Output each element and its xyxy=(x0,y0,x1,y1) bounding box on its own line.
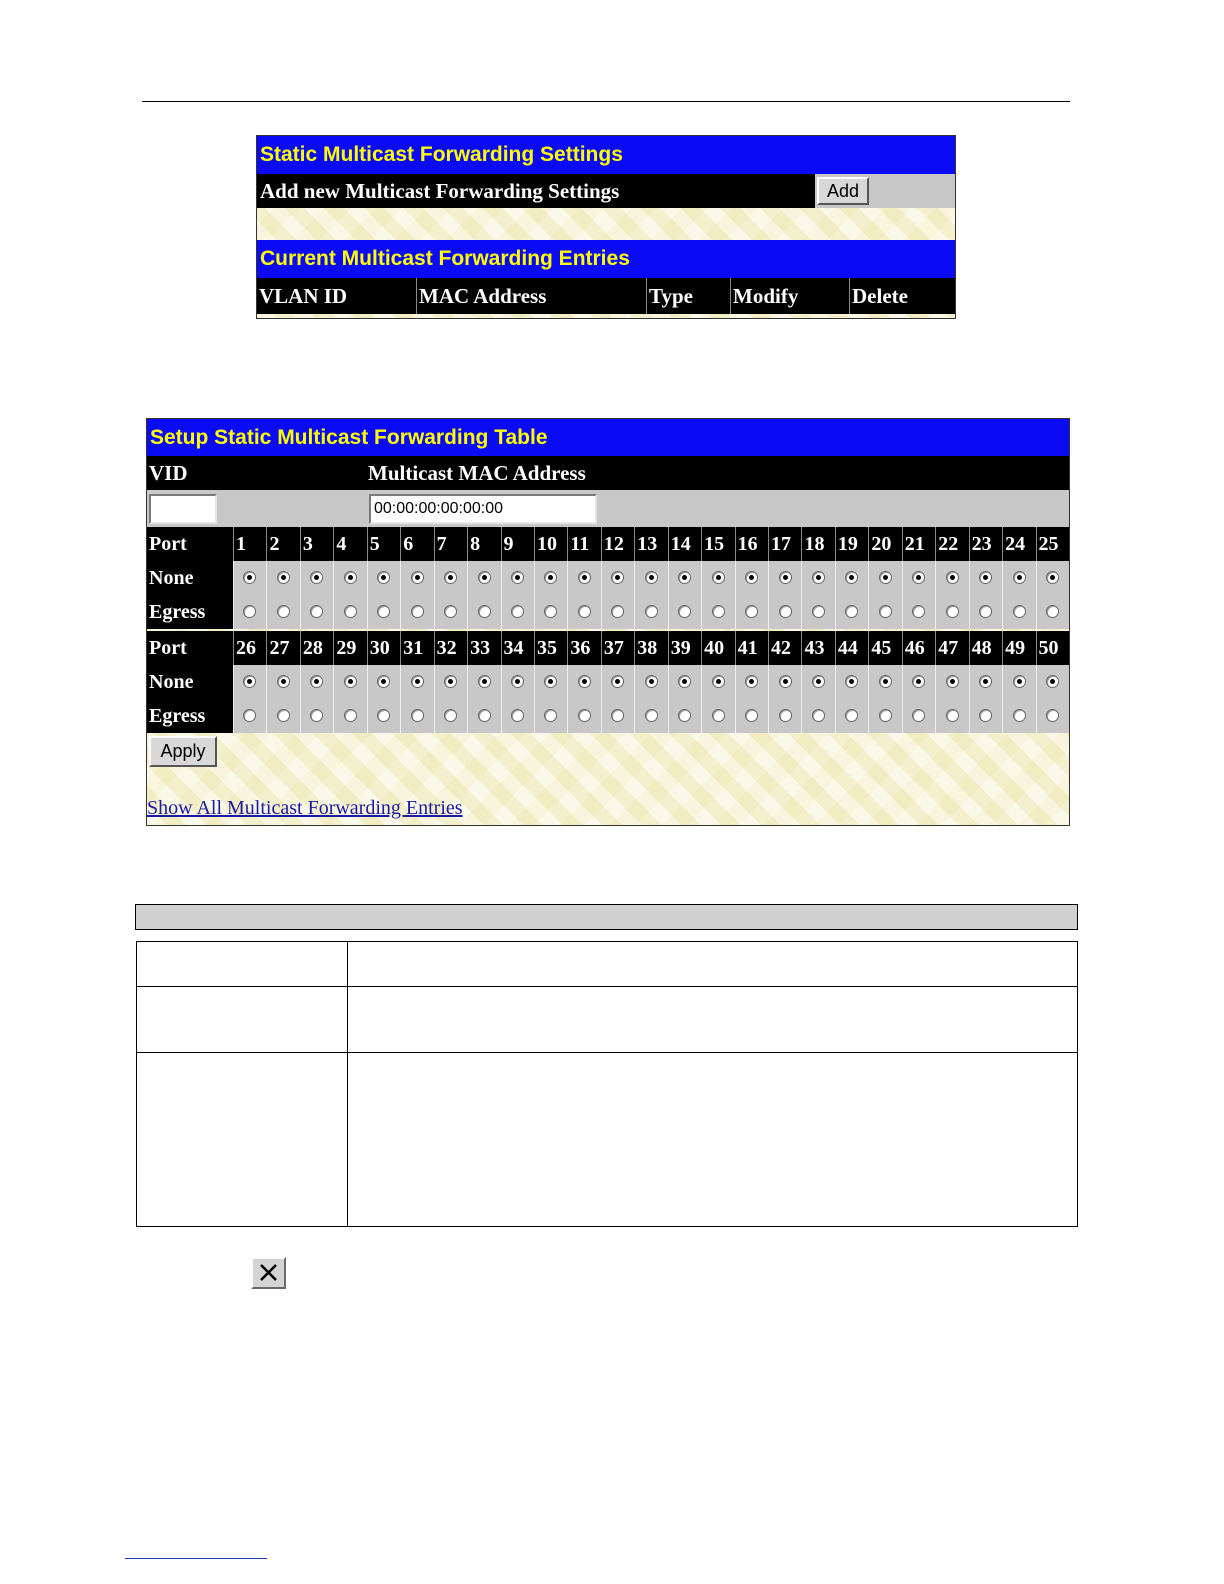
port-option-cell xyxy=(467,561,501,595)
port-37-none-radio[interactable] xyxy=(611,675,624,688)
port-number: 47 xyxy=(935,631,969,665)
port-number: 12 xyxy=(601,527,635,561)
port-number: 48 xyxy=(969,631,1003,665)
port-10-none-radio[interactable] xyxy=(544,571,557,584)
port-16-none-radio[interactable] xyxy=(745,571,758,584)
column-vlan-id: VLAN ID xyxy=(257,278,417,314)
port-18-egress-radio[interactable] xyxy=(812,605,825,618)
port-option-cell xyxy=(367,665,401,699)
egress-row xyxy=(147,595,1069,629)
port-number: 37 xyxy=(601,631,635,665)
port-number: 11 xyxy=(567,527,601,561)
port-25-egress-radio[interactable] xyxy=(1046,605,1059,618)
port-option-cell xyxy=(400,561,434,595)
port-number: 16 xyxy=(735,527,769,561)
port-option-cell xyxy=(467,595,501,629)
port-43-egress-radio[interactable] xyxy=(812,709,825,722)
port-29-egress-radio[interactable] xyxy=(344,709,357,722)
port-40-egress-radio[interactable] xyxy=(712,709,725,722)
port-option-cell xyxy=(434,665,468,699)
port-31-none-radio[interactable] xyxy=(411,675,424,688)
port-option-cell xyxy=(601,699,635,733)
port-option-cell xyxy=(1036,665,1070,699)
port-option-cell xyxy=(367,595,401,629)
entries-header xyxy=(257,278,955,314)
port-option-cell xyxy=(434,561,468,595)
port-number: 50 xyxy=(1036,631,1070,665)
port-number: 17 xyxy=(768,527,802,561)
port-option-cell xyxy=(935,665,969,699)
port-40-none-radio[interactable] xyxy=(712,675,725,688)
port-number: 3 xyxy=(300,527,334,561)
port-23-none-radio[interactable] xyxy=(979,571,992,584)
port-option-cell xyxy=(567,561,601,595)
port-option-cell xyxy=(400,595,434,629)
port-36-none-radio[interactable] xyxy=(578,675,591,688)
port-option-cell xyxy=(467,665,501,699)
port-14-egress-radio[interactable] xyxy=(678,605,691,618)
port-number: 45 xyxy=(868,631,902,665)
port-option-cell xyxy=(501,561,535,595)
port-option-cell xyxy=(300,561,334,595)
entries-title: Current Multicast Forwarding Entries xyxy=(257,240,955,278)
port-44-none-radio[interactable] xyxy=(845,675,858,688)
port-46-egress-radio[interactable] xyxy=(912,709,925,722)
port-number: 20 xyxy=(868,527,902,561)
port-36-egress-radio[interactable] xyxy=(578,709,591,722)
port-number: 9 xyxy=(501,527,535,561)
port-43-none-radio[interactable] xyxy=(812,675,825,688)
port-option-cell xyxy=(868,561,902,595)
port-4-egress-radio[interactable] xyxy=(344,605,357,618)
setup-title: Setup Static Multicast Forwarding Table xyxy=(147,419,1069,456)
port-option-cell xyxy=(768,595,802,629)
port-option-cell xyxy=(969,595,1003,629)
port-number: 42 xyxy=(768,631,802,665)
port-19-egress-radio[interactable] xyxy=(845,605,858,618)
port-5-none-radio[interactable] xyxy=(377,571,390,584)
port-47-none-radio[interactable] xyxy=(946,675,959,688)
port-9-none-radio[interactable] xyxy=(511,571,524,584)
port-option-cell xyxy=(634,561,668,595)
port-option-cell xyxy=(835,665,869,699)
port-option-cell xyxy=(601,665,635,699)
port-option-cell xyxy=(567,665,601,699)
table-divider xyxy=(137,986,1077,987)
port-number: 32 xyxy=(434,631,468,665)
port-option-cell xyxy=(1036,561,1070,595)
port-11-none-radio[interactable] xyxy=(578,571,591,584)
port-number: 6 xyxy=(400,527,434,561)
port-49-none-radio[interactable] xyxy=(1013,675,1026,688)
port-27-egress-radio[interactable] xyxy=(277,709,290,722)
port-number: 35 xyxy=(534,631,568,665)
port-option-cell xyxy=(333,665,367,699)
port-number: 33 xyxy=(467,631,501,665)
port-20-egress-radio[interactable] xyxy=(879,605,892,618)
egress-row-label: Egress xyxy=(147,595,233,629)
mac-address-input[interactable] xyxy=(369,494,597,524)
port-option-cell xyxy=(300,699,334,733)
port-47-egress-radio[interactable] xyxy=(946,709,959,722)
port-9-egress-radio[interactable] xyxy=(511,605,524,618)
port-13-egress-radio[interactable] xyxy=(645,605,658,618)
setup-static-multicast-table-panel xyxy=(146,418,1070,826)
port-option-cell xyxy=(601,595,635,629)
port-option-cell xyxy=(333,561,367,595)
port-option-cell xyxy=(1002,665,1036,699)
port-8-egress-radio[interactable] xyxy=(478,605,491,618)
port-11-egress-radio[interactable] xyxy=(578,605,591,618)
port-option-cell xyxy=(969,665,1003,699)
port-42-none-radio[interactable] xyxy=(779,675,792,688)
port-option-cell xyxy=(1036,699,1070,733)
port-45-none-radio[interactable] xyxy=(879,675,892,688)
port-option-cell xyxy=(801,699,835,733)
port-7-none-radio[interactable] xyxy=(444,571,457,584)
column-delete: Delete xyxy=(852,284,908,308)
none-row-label: None xyxy=(147,665,233,699)
port-option-cell xyxy=(835,595,869,629)
port-32-none-radio[interactable] xyxy=(444,675,457,688)
port-30-none-radio[interactable] xyxy=(377,675,390,688)
table-divider xyxy=(347,942,348,1226)
port-option-cell xyxy=(935,699,969,733)
mac-label: Multicast MAC Address xyxy=(368,461,586,485)
port-1-egress-radio[interactable] xyxy=(243,605,256,618)
vid-input[interactable] xyxy=(149,494,217,524)
port-number: 25 xyxy=(1036,527,1070,561)
port-21-none-radio[interactable] xyxy=(912,571,925,584)
port-option-cell xyxy=(668,561,702,595)
port-34-none-radio[interactable] xyxy=(511,675,524,688)
port-option-cell xyxy=(868,665,902,699)
description-table-header xyxy=(135,904,1078,930)
port-35-egress-radio[interactable] xyxy=(544,709,557,722)
none-row xyxy=(147,665,1069,699)
port-option-cell xyxy=(969,561,1003,595)
port-option-cell xyxy=(768,665,802,699)
port-number: 14 xyxy=(668,527,702,561)
port-27-none-radio[interactable] xyxy=(277,675,290,688)
port-option-cell xyxy=(266,595,300,629)
port-21-egress-radio[interactable] xyxy=(912,605,925,618)
port-29-none-radio[interactable] xyxy=(344,675,357,688)
port-option-cell xyxy=(400,699,434,733)
port-44-egress-radio[interactable] xyxy=(845,709,858,722)
port-option-cell xyxy=(935,561,969,595)
port-6-none-radio[interactable] xyxy=(411,571,424,584)
port-option-cell xyxy=(735,595,769,629)
port-option-cell xyxy=(534,561,568,595)
port-option-cell xyxy=(300,665,334,699)
port-number: 2 xyxy=(266,527,300,561)
port-33-egress-radio[interactable] xyxy=(478,709,491,722)
port-number: 39 xyxy=(668,631,702,665)
port-number: 23 xyxy=(969,527,1003,561)
port-option-cell xyxy=(735,665,769,699)
port-28-none-radio[interactable] xyxy=(310,675,323,688)
port-option-cell xyxy=(634,699,668,733)
port-option-cell xyxy=(634,665,668,699)
port-option-cell xyxy=(768,561,802,595)
port-number: 22 xyxy=(935,527,969,561)
port-19-none-radio[interactable] xyxy=(845,571,858,584)
port-option-cell xyxy=(835,561,869,595)
port-45-egress-radio[interactable] xyxy=(879,709,892,722)
port-option-cell xyxy=(266,561,300,595)
port-number: 40 xyxy=(701,631,735,665)
port-28-egress-radio[interactable] xyxy=(310,709,323,722)
port-option-cell xyxy=(868,595,902,629)
port-13-none-radio[interactable] xyxy=(645,571,658,584)
egress-row-label: Egress xyxy=(147,699,233,733)
port-14-none-radio[interactable] xyxy=(678,571,691,584)
port-number: 8 xyxy=(467,527,501,561)
port-option-cell xyxy=(333,699,367,733)
port-option-cell xyxy=(735,699,769,733)
port-option-cell xyxy=(400,665,434,699)
port-42-egress-radio[interactable] xyxy=(779,709,792,722)
port-48-egress-radio[interactable] xyxy=(979,709,992,722)
port-4-none-radio[interactable] xyxy=(344,571,357,584)
apply-button[interactable]: Apply xyxy=(149,736,217,767)
port-26-egress-radio[interactable] xyxy=(243,709,256,722)
port-1-none-radio[interactable] xyxy=(243,571,256,584)
port-option-cell xyxy=(969,699,1003,733)
port-option-cell xyxy=(835,699,869,733)
port-6-egress-radio[interactable] xyxy=(411,605,424,618)
port-row-label: Port xyxy=(147,527,233,561)
port-3-none-radio[interactable] xyxy=(310,571,323,584)
port-option-cell xyxy=(902,561,936,595)
port-12-egress-radio[interactable] xyxy=(611,605,624,618)
port-option-cell xyxy=(801,561,835,595)
none-row xyxy=(147,561,1069,595)
port-15-egress-radio[interactable] xyxy=(712,605,725,618)
port-2-none-radio[interactable] xyxy=(277,571,290,584)
port-number: 18 xyxy=(801,527,835,561)
port-number: 30 xyxy=(367,631,401,665)
port-option-cell xyxy=(233,595,267,629)
port-39-egress-radio[interactable] xyxy=(678,709,691,722)
port-option-cell xyxy=(701,595,735,629)
port-option-cell xyxy=(567,699,601,733)
port-3-egress-radio[interactable] xyxy=(310,605,323,618)
port-row xyxy=(147,527,1069,561)
port-18-none-radio[interactable] xyxy=(812,571,825,584)
port-number: 29 xyxy=(333,631,367,665)
port-row xyxy=(147,631,1069,665)
port-option-cell xyxy=(501,699,535,733)
port-option-cell xyxy=(701,665,735,699)
port-option-cell xyxy=(534,699,568,733)
port-7-egress-radio[interactable] xyxy=(444,605,457,618)
port-option-cell xyxy=(233,665,267,699)
port-option-cell xyxy=(467,699,501,733)
port-option-cell xyxy=(567,595,601,629)
port-17-none-radio[interactable] xyxy=(779,571,792,584)
port-option-cell xyxy=(1002,595,1036,629)
port-option-cell xyxy=(801,595,835,629)
port-option-cell xyxy=(434,699,468,733)
port-number: 21 xyxy=(902,527,936,561)
port-option-cell xyxy=(668,595,702,629)
port-24-egress-radio[interactable] xyxy=(1013,605,1026,618)
port-row-label: Port xyxy=(147,631,233,665)
add-row xyxy=(257,174,955,208)
vid-label: VID xyxy=(149,461,188,485)
port-number: 38 xyxy=(634,631,668,665)
port-option-cell xyxy=(735,561,769,595)
port-option-cell xyxy=(902,699,936,733)
port-number: 7 xyxy=(434,527,468,561)
port-option-cell xyxy=(668,699,702,733)
port-option-cell xyxy=(601,561,635,595)
port-option-cell xyxy=(534,665,568,699)
port-option-cell xyxy=(233,699,267,733)
port-number: 26 xyxy=(233,631,267,665)
port-option-cell xyxy=(1002,699,1036,733)
port-41-egress-radio[interactable] xyxy=(745,709,758,722)
port-option-cell xyxy=(266,665,300,699)
port-24-none-radio[interactable] xyxy=(1013,571,1026,584)
port-number: 13 xyxy=(634,527,668,561)
port-grid-26-50 xyxy=(147,631,1069,733)
port-number: 4 xyxy=(333,527,367,561)
port-number: 43 xyxy=(801,631,835,665)
port-option-cell xyxy=(768,699,802,733)
port-number: 19 xyxy=(835,527,869,561)
port-number: 44 xyxy=(835,631,869,665)
port-25-none-radio[interactable] xyxy=(1046,571,1059,584)
static-multicast-settings-panel xyxy=(256,135,956,319)
port-number: 24 xyxy=(1002,527,1036,561)
port-option-cell xyxy=(935,595,969,629)
port-5-egress-radio[interactable] xyxy=(377,605,390,618)
port-number: 46 xyxy=(902,631,936,665)
port-option-cell xyxy=(501,595,535,629)
port-option-cell xyxy=(701,699,735,733)
port-30-egress-radio[interactable] xyxy=(377,709,390,722)
port-option-cell xyxy=(501,665,535,699)
port-option-cell xyxy=(668,665,702,699)
port-16-egress-radio[interactable] xyxy=(745,605,758,618)
port-12-none-radio[interactable] xyxy=(611,571,624,584)
port-number: 10 xyxy=(534,527,568,561)
port-34-egress-radio[interactable] xyxy=(511,709,524,722)
add-label: Add new Multicast Forwarding Settings xyxy=(257,174,815,208)
port-38-egress-radio[interactable] xyxy=(645,709,658,722)
port-35-none-radio[interactable] xyxy=(544,675,557,688)
port-number: 15 xyxy=(701,527,735,561)
port-option-cell xyxy=(367,699,401,733)
port-grid-1-25 xyxy=(147,527,1069,629)
egress-row xyxy=(147,699,1069,733)
port-15-none-radio[interactable] xyxy=(712,571,725,584)
header-rule xyxy=(142,101,1070,102)
port-number: 27 xyxy=(266,631,300,665)
port-17-egress-radio[interactable] xyxy=(779,605,792,618)
port-number: 5 xyxy=(367,527,401,561)
port-50-egress-radio[interactable] xyxy=(1046,709,1059,722)
column-modify: Modify xyxy=(731,278,850,314)
port-option-cell xyxy=(300,595,334,629)
port-option-cell xyxy=(801,665,835,699)
spacer xyxy=(257,208,955,240)
table-divider xyxy=(137,1052,1077,1053)
description-table xyxy=(136,941,1078,1227)
port-option-cell xyxy=(534,595,568,629)
port-37-egress-radio[interactable] xyxy=(611,709,624,722)
close-icon xyxy=(251,1257,286,1289)
spacer xyxy=(257,314,955,318)
column-type: Type xyxy=(647,278,731,314)
port-32-egress-radio[interactable] xyxy=(444,709,457,722)
port-option-cell xyxy=(868,699,902,733)
port-option-cell xyxy=(1002,561,1036,595)
port-38-none-radio[interactable] xyxy=(645,675,658,688)
port-option-cell xyxy=(266,699,300,733)
port-41-none-radio[interactable] xyxy=(745,675,758,688)
port-number: 41 xyxy=(735,631,769,665)
port-33-none-radio[interactable] xyxy=(478,675,491,688)
port-number: 36 xyxy=(567,631,601,665)
port-8-none-radio[interactable] xyxy=(478,571,491,584)
field-header-row xyxy=(147,456,1069,490)
port-option-cell xyxy=(434,595,468,629)
port-option-cell xyxy=(367,561,401,595)
port-option-cell xyxy=(902,595,936,629)
port-20-none-radio[interactable] xyxy=(879,571,892,584)
port-23-egress-radio[interactable] xyxy=(979,605,992,618)
port-50-none-radio[interactable] xyxy=(1046,675,1059,688)
footer-rule xyxy=(125,1558,267,1559)
port-49-egress-radio[interactable] xyxy=(1013,709,1026,722)
port-number: 31 xyxy=(400,631,434,665)
port-46-none-radio[interactable] xyxy=(912,675,925,688)
port-26-none-radio[interactable] xyxy=(243,675,256,688)
port-2-egress-radio[interactable] xyxy=(277,605,290,618)
port-number: 49 xyxy=(1002,631,1036,665)
port-22-none-radio[interactable] xyxy=(946,571,959,584)
column-mac-address: MAC Address xyxy=(417,278,647,314)
port-31-egress-radio[interactable] xyxy=(411,709,424,722)
port-option-cell xyxy=(1036,595,1070,629)
port-option-cell xyxy=(902,665,936,699)
port-number: 34 xyxy=(501,631,535,665)
panel-title: Static Multicast Forwarding Settings xyxy=(257,136,955,174)
port-option-cell xyxy=(233,561,267,595)
port-option-cell xyxy=(333,595,367,629)
port-10-egress-radio[interactable] xyxy=(544,605,557,618)
show-all-entries-link[interactable]: Show All Multicast Forwarding Entries xyxy=(147,797,463,819)
field-input-row xyxy=(147,490,1069,527)
port-option-cell xyxy=(701,561,735,595)
add-button[interactable]: Add xyxy=(817,177,869,205)
none-row-label: None xyxy=(147,561,233,595)
port-48-none-radio[interactable] xyxy=(979,675,992,688)
port-number: 28 xyxy=(300,631,334,665)
port-number: 1 xyxy=(233,527,267,561)
port-option-cell xyxy=(634,595,668,629)
port-22-egress-radio[interactable] xyxy=(946,605,959,618)
port-39-none-radio[interactable] xyxy=(678,675,691,688)
